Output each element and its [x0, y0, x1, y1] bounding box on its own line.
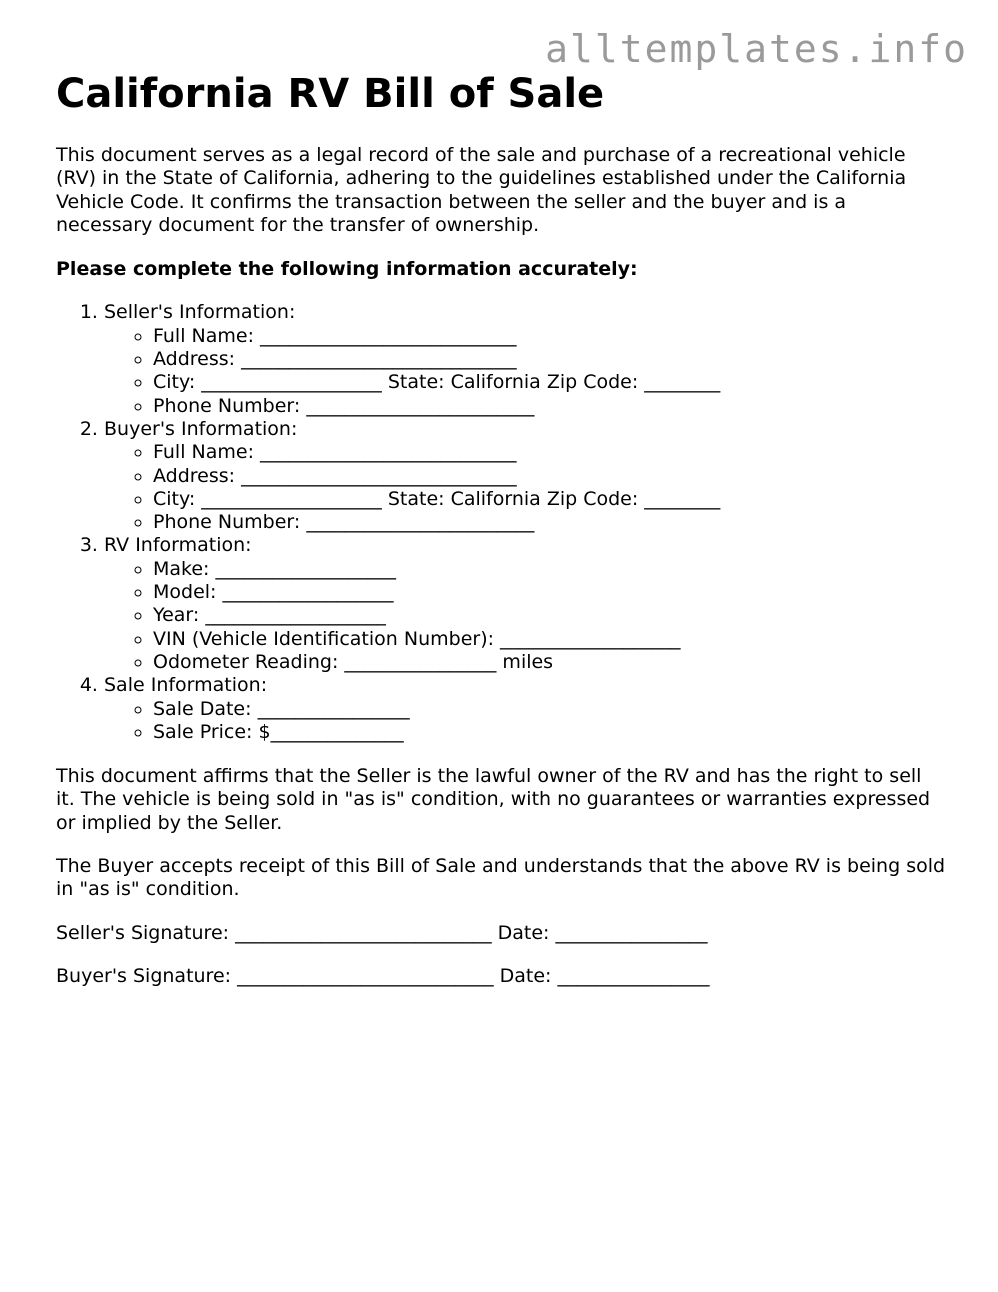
- section-seller: [104, 301, 946, 417]
- buyer-address-field[interactable]: ◦ Address: _____________________________: [153, 465, 946, 488]
- buyer-full-name-field[interactable]: ◦ Full Name: ___________________________: [153, 441, 946, 464]
- section-label: Seller's Information:: [104, 301, 296, 324]
- buyer-phone-field[interactable]: ◦ Phone Number: ________________________: [153, 511, 946, 534]
- seller-city-state-zip-field[interactable]: ◦ City: ___________________ State: California Zip Code: ________: [153, 371, 946, 394]
- acceptance-paragraph: The Buyer accepts receipt of this Bill of Sale and understands that the above RV is being sold in "as is" condition.: [56, 855, 946, 901]
- buyer-signature-line[interactable]: Buyer's Signature: ___________________________ Date: ________________: [56, 964, 710, 987]
- seller-phone-field[interactable]: ◦ Phone Number: ________________________: [153, 395, 946, 418]
- affirmation-paragraph: This document affirms that the Seller is the lawful owner of the RV and has the right to sell it. The vehicle is being sold in "as is" condition, with no guarantees or warranties expressed or implied by the Seller.: [56, 765, 931, 834]
- sale-fields: [104, 698, 946, 745]
- section-label: Sale Information:: [104, 674, 268, 697]
- buyer-city-state-zip-field[interactable]: ◦ City: ___________________ State: California Zip Code: ________: [153, 488, 946, 511]
- sale-date-field[interactable]: ◦ Sale Date: ________________: [153, 698, 946, 721]
- rv-fields: [104, 558, 946, 674]
- document-page: [56, 70, 946, 988]
- document-title: California RV Bill of Sale: [56, 71, 605, 117]
- sale-price-field[interactable]: ◦ Sale Price: $______________: [153, 721, 946, 744]
- rv-vin-field[interactable]: ◦ VIN (Vehicle Identification Number): ___________________: [153, 628, 946, 651]
- seller-full-name-field[interactable]: ◦ Full Name: ___________________________: [153, 325, 946, 348]
- seller-fields: [104, 325, 946, 418]
- section-label: Buyer's Information:: [104, 417, 298, 440]
- seller-signature-line[interactable]: Seller's Signature: ___________________________ Date: ________________: [56, 921, 708, 944]
- buyer-fields: [104, 441, 946, 534]
- watermark-text: alltemplates.info: [545, 27, 968, 71]
- section-label: RV Information:: [104, 534, 252, 557]
- rv-year-field[interactable]: ◦ Year: ___________________: [153, 604, 946, 627]
- rv-model-field[interactable]: ◦ Model: __________________: [153, 581, 946, 604]
- section-buyer: [104, 418, 946, 534]
- seller-address-field[interactable]: ◦ Address: _____________________________: [153, 348, 946, 371]
- rv-make-field[interactable]: ◦ Make: ___________________: [153, 558, 946, 581]
- instruction-text: Please complete the following information accurately:: [56, 258, 638, 281]
- sections-list: [56, 301, 946, 744]
- rv-odometer-field[interactable]: ◦ Odometer Reading: ________________ miles: [153, 651, 946, 674]
- section-rv: [104, 534, 946, 674]
- section-sale: [104, 674, 946, 744]
- intro-paragraph: This document serves as a legal record of the sale and purchase of a recreational vehicle (RV) in the State of California, adhering to the guidelines established under the California Vehicle Code. It confirms the transaction between the seller and the buyer and is a necessary document for the transfer of ownership.: [56, 144, 907, 236]
